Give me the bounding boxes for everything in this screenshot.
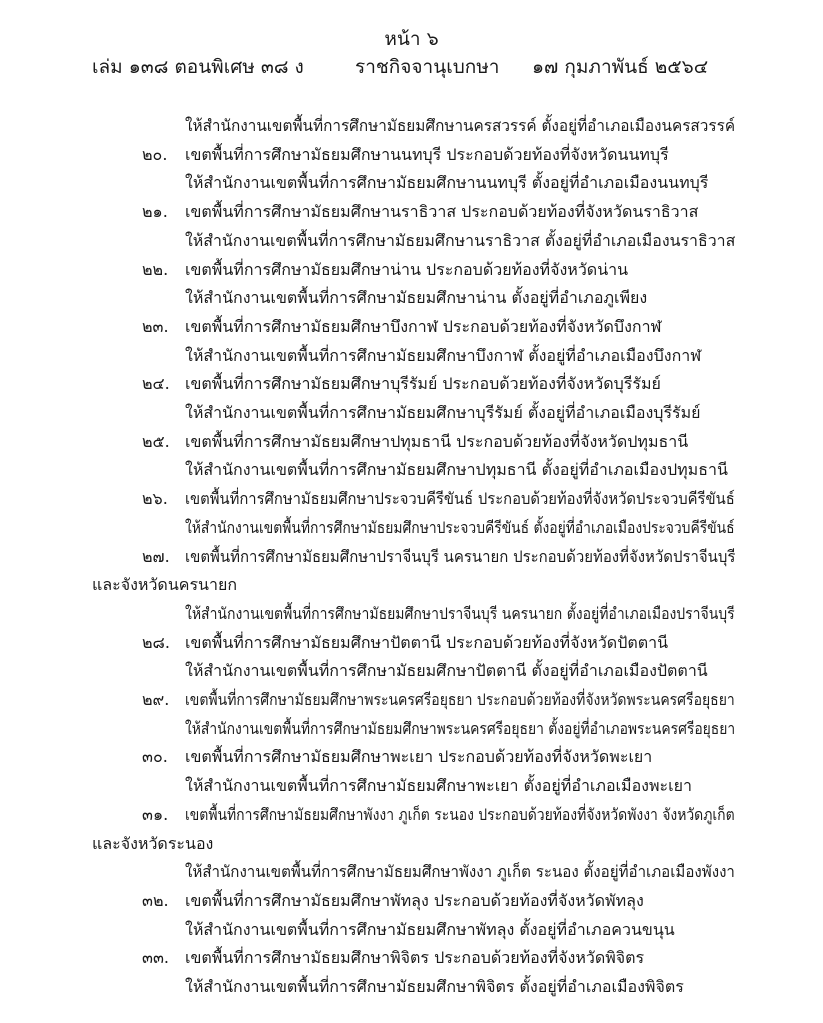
item-number: ๓๐. (142, 747, 168, 767)
item-text: เขตพื้นที่การศึกษามัธยมศึกษาน่าน ประกอบด้วยท้องที่จังหวัดน่าน (185, 259, 629, 279)
item-number: ๒๑. (142, 202, 168, 222)
item-text: เขตพื้นที่การศึกษามัธยมศึกษาปทุมธานี ประกอบด้วยท้องที่จังหวัดปทุมธานี (185, 431, 689, 451)
office-text: ให้สำนักงานเขตพื้นที่การศึกษามัธยมศึกษานราธิวาส ตั้งอยู่ที่อำเภอเมืองนราธิวาส (185, 230, 736, 250)
office-text: ให้สำนักงานเขตพื้นที่การศึกษามัธยมศึกษาปราจีนบุรี นครนายก ตั้งอยู่ที่อำเภอเมืองปราจีนบุรี (185, 603, 735, 623)
office-text: ให้สำนักงานเขตพื้นที่การศึกษามัธยมศึกษาประจวบคีรีขันธ์ ตั้งอยู่ที่อำเภอเมืองประจวบคีรีขันธ์ (185, 517, 735, 537)
office-text: ให้สำนักงานเขตพื้นที่การศึกษามัธยมศึกษาปทุมธานี ตั้งอยู่ที่อำเภอเมืองปทุมธานี (185, 460, 728, 480)
publication-date: ๑๗ กุมภาพันธ์ ๒๕๖๔ (532, 56, 709, 78)
item-text: เขตพื้นที่การศึกษามัธยมศึกษาพิจิตร ประกอบด้วยท้องที่จังหวัดพิจิตร (185, 948, 645, 968)
office-text: ให้สำนักงานเขตพื้นที่การศึกษามัธยมศึกษาพังงา ภูเก็ต ระนอง ตั้งอยู่ที่อำเภอเมืองพังงา (185, 862, 735, 882)
gazette-header (0, 52, 823, 82)
item-number: ๓๑. (142, 804, 169, 824)
office-text: ให้สำนักงานเขตพื้นที่การศึกษามัธยมศึกษาพระนครศรีอยุธยา ตั้งอยู่ที่อำเภอพระนครศรีอยุธยา (185, 718, 736, 738)
item-number: ๒๒. (142, 259, 169, 279)
office-text: ให้สำนักงานเขตพื้นที่การศึกษามัธยมศึกษานครสวรรค์ ตั้งอยู่ที่อำเภอเมืองนครสวรรค์ (185, 116, 736, 135)
continuation-text: และจังหวัดนครนายก (92, 575, 238, 595)
item-text: เขตพื้นที่การศึกษามัธยมศึกษาประจวบคีรีขันธ์ ประกอบด้วยท้องที่จังหวัดประจวบคีรีขันธ์ (185, 489, 735, 509)
item-text: เขตพื้นที่การศึกษามัธยมศึกษาพระนครศรีอยุธยา ประกอบด้วยท้องที่จังหวัดพระนครศรีอยุธยา (185, 690, 735, 709)
item-text: เขตพื้นที่การศึกษามัธยมศึกษาปัตตานี ประกอบด้วยท้องที่จังหวัดปัตตานี (185, 632, 669, 652)
office-text: ให้สำนักงานเขตพื้นที่การศึกษามัธยมศึกษาปัตตานี ตั้งอยู่ที่อำเภอเมืองปัตตานี (185, 661, 708, 681)
item-number: ๒๕. (142, 431, 170, 451)
office-text: ให้สำนักงานเขตพื้นที่การศึกษามัธยมศึกษานนทบุรี ตั้งอยู่ที่อำเภอเมืองนนทบุรี (185, 173, 709, 193)
continuation-text: และจังหวัดระนอง (92, 833, 214, 853)
item-number: ๒๓. (142, 316, 169, 336)
office-text: ให้สำนักงานเขตพื้นที่การศึกษามัธยมศึกษาบึงกาฬ ตั้งอยู่ที่อำเภอเมืองบึงกาฬ (185, 345, 702, 365)
item-number: ๒๘. (142, 632, 170, 652)
item-text: เขตพื้นที่การศึกษามัธยมศึกษาพัทลุง ประกอบด้วยท้องที่จังหวัดพัทลุง (185, 890, 644, 910)
item-number: ๒๔. (142, 374, 170, 394)
item-number: ๒๖. (142, 489, 168, 509)
item-number: ๒๙. (142, 690, 170, 709)
item-text: เขตพื้นที่การศึกษามัธยมศึกษาบึงกาฬ ประกอบด้วยท้องที่จังหวัดบึงกาฬ (185, 316, 662, 336)
item-text: เขตพื้นที่การศึกษามัธยมศึกษาบุรีรัมย์ ประกอบด้วยท้องที่จังหวัดบุรีรัมย์ (185, 374, 661, 394)
office-text: ให้สำนักงานเขตพื้นที่การศึกษามัธยมศึกษาพัทลุง ตั้งอยู่ที่อำเภอควนขนุน (185, 919, 675, 939)
item-text: เขตพื้นที่การศึกษามัธยมศึกษานนทบุรี ประกอบด้วยท้องที่จังหวัดนนทบุรี (185, 144, 669, 164)
item-number: ๓๓. (142, 948, 169, 968)
item-number: ๓๒. (142, 890, 169, 910)
office-text: ให้สำนักงานเขตพื้นที่การศึกษามัธยมศึกษาบุรีรัมย์ ตั้งอยู่ที่อำเภอเมืองบุรีรัมย์ (185, 403, 701, 422)
item-text: เขตพื้นที่การศึกษามัธยมศึกษาพะเยา ประกอบด้วยท้องที่จังหวัดพะเยา (185, 747, 653, 767)
item-number: ๒๐. (142, 144, 168, 164)
volume-info: เล่ม ๑๓๘ ตอนพิเศษ ๓๘ ง (92, 56, 304, 78)
office-text: ให้สำนักงานเขตพื้นที่การศึกษามัธยมศึกษาพะเยา ตั้งอยู่ที่อำเภอเมืองพะเยา (185, 776, 692, 796)
item-text: เขตพื้นที่การศึกษามัธยมศึกษาปราจีนบุรี นครนายก ประกอบด้วยท้องที่จังหวัดปราจีนบุรี (185, 546, 736, 566)
page-number: หน้า ๖ (384, 28, 439, 50)
publication-title: ราชกิจจานุเบกษา (355, 56, 500, 78)
office-text: ให้สำนักงานเขตพื้นที่การศึกษามัธยมศึกษาน่าน ตั้งอยู่ที่อำเภอภูเพียง (185, 288, 648, 308)
office-text: ให้สำนักงานเขตพื้นที่การศึกษามัธยมศึกษาพิจิตร ตั้งอยู่ที่อำเภอเมืองพิจิตร (185, 977, 684, 996)
item-number: ๒๗. (142, 546, 170, 566)
item-text: เขตพื้นที่การศึกษามัธยมศึกษาพังงา ภูเก็ต ระนอง ประกอบด้วยท้องที่จังหวัดพังงา จังหวัดภูเก็ต (185, 804, 735, 824)
item-text: เขตพื้นที่การศึกษามัธยมศึกษานราธิวาส ประกอบด้วยท้องที่จังหวัดนราธิวาส (185, 202, 699, 222)
